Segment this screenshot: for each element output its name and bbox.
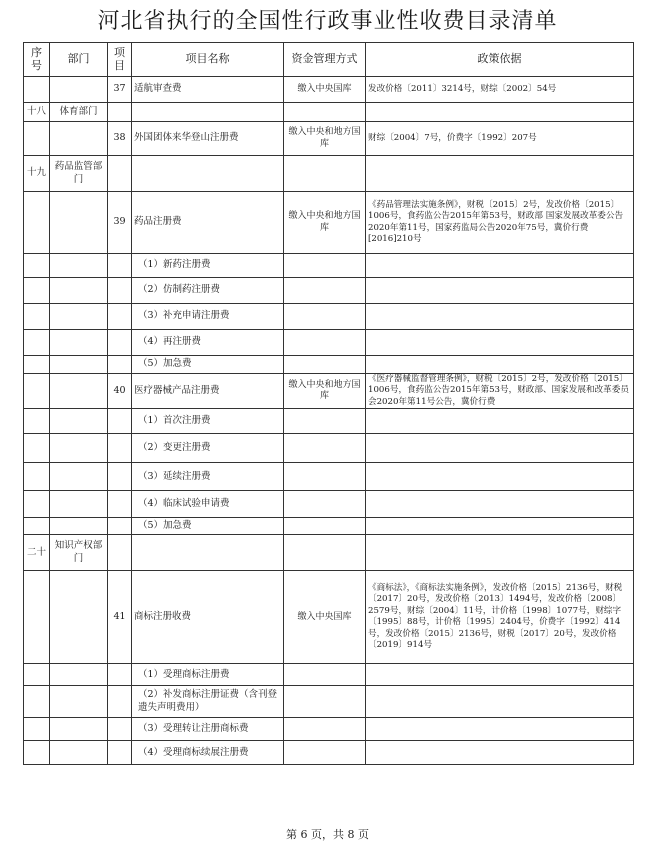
table-row: [24, 409, 634, 434]
row-department: [50, 278, 108, 304]
row-fund-management: [284, 741, 366, 765]
row-item-number: [108, 463, 132, 491]
row-policy-basis: [366, 686, 634, 718]
row-fund-management: [284, 518, 366, 535]
row-item-name: （5）加急费: [132, 518, 284, 535]
row-item-number: 38: [108, 122, 132, 156]
row-item-number: 40: [108, 374, 132, 409]
row-fund-management: 缴入中央和地方国库: [284, 374, 366, 409]
row-department: 体育部门: [50, 103, 108, 122]
row-item-name: （3）延续注册费: [132, 463, 284, 491]
row-item-name: （4）受理商标续展注册费: [132, 741, 284, 765]
row-item-number: [108, 254, 132, 278]
row-fund-management: [284, 535, 366, 571]
row-index: [24, 374, 50, 409]
row-policy-basis: [366, 278, 634, 304]
table-row: [24, 535, 634, 571]
row-item-number: [108, 535, 132, 571]
row-department: [50, 741, 108, 765]
row-item-name: （4）再注册费: [132, 330, 284, 356]
table-row: [24, 192, 634, 254]
row-item-number: [108, 491, 132, 518]
header-index: 序号: [24, 43, 50, 77]
row-fund-management: [284, 304, 366, 330]
row-department: [50, 491, 108, 518]
table-row: [24, 278, 634, 304]
row-item-name: （1）受理商标注册费: [132, 664, 284, 686]
row-fund-management: [284, 103, 366, 122]
row-department: [50, 718, 108, 741]
row-item-name: 医疗器械产品注册费: [132, 374, 284, 409]
row-policy-basis: [366, 463, 634, 491]
row-index: [24, 192, 50, 254]
row-department: [50, 330, 108, 356]
row-index: [24, 463, 50, 491]
row-policy-basis: [366, 434, 634, 463]
row-index: [24, 718, 50, 741]
row-item-number: [108, 103, 132, 122]
table-header-row: [24, 43, 634, 77]
row-policy-basis: [366, 718, 634, 741]
row-item-number: 37: [108, 77, 132, 103]
row-index: 十八: [24, 103, 50, 122]
row-item-name: 适航审查费: [132, 77, 284, 103]
row-item-number: [108, 356, 132, 374]
table-row: [24, 434, 634, 463]
row-index: [24, 434, 50, 463]
row-policy-basis: 财综〔2004〕7号，价费字〔1992〕207号: [366, 122, 634, 156]
row-item-number: 41: [108, 571, 132, 664]
row-index: [24, 304, 50, 330]
header-item-name: 项目名称: [132, 43, 284, 77]
table-row: [24, 77, 634, 103]
row-index: [24, 664, 50, 686]
row-item-number: [108, 278, 132, 304]
table-row: [24, 374, 634, 409]
row-fund-management: [284, 664, 366, 686]
row-item-name: （2）补发商标注册证费（含刊登遗失声明费用）: [132, 686, 284, 718]
row-fund-management: [284, 254, 366, 278]
row-department: 药品监管部门: [50, 156, 108, 192]
table-row: [24, 718, 634, 741]
row-fund-management: [284, 463, 366, 491]
row-index: [24, 741, 50, 765]
table-row: [24, 304, 634, 330]
row-item-number: 39: [108, 192, 132, 254]
row-policy-basis: [366, 254, 634, 278]
row-fund-management: [284, 434, 366, 463]
row-item-name: （1）新药注册费: [132, 254, 284, 278]
row-item-number: [108, 409, 132, 434]
row-fund-management: [284, 330, 366, 356]
table-row: [24, 491, 634, 518]
row-policy-basis: [366, 330, 634, 356]
row-item-name: 商标注册收费: [132, 571, 284, 664]
row-policy-basis: [366, 518, 634, 535]
row-item-name: （3）补充申请注册费: [132, 304, 284, 330]
row-department: [50, 374, 108, 409]
row-index: [24, 686, 50, 718]
row-policy-basis: [366, 156, 634, 192]
row-fund-management: [284, 278, 366, 304]
row-fund-management: 缴入中央国库: [284, 571, 366, 664]
header-fund-management: 资金管理方式: [284, 43, 366, 77]
page-number: 第 6 页，共 8 页: [286, 828, 369, 841]
header-department: 部门: [50, 43, 108, 77]
row-item-name: （3）受理转让注册商标费: [132, 718, 284, 741]
row-policy-basis: 《医疗器械监督管理条例》，财税〔2015〕2号，发改价格〔2015〕1006号，食药监公告2015年第53号，财政部、国家发展和改革委员会2020年第11号公告，冀价行费: [366, 374, 634, 409]
page-title: 河北省执行的全国性行政事业性收费目录清单: [97, 9, 558, 34]
row-fund-management: [284, 686, 366, 718]
row-fund-management: [284, 718, 366, 741]
row-item-name: （5）加急费: [132, 356, 284, 374]
row-item-number: [108, 304, 132, 330]
row-item-name: （2）仿制药注册费: [132, 278, 284, 304]
row-department: 知识产权部门: [50, 535, 108, 571]
row-department: [50, 434, 108, 463]
row-item-name: [132, 535, 284, 571]
row-department: [50, 304, 108, 330]
row-index: 二十: [24, 535, 50, 571]
row-fund-management: 缴入中央和地方国库: [284, 122, 366, 156]
table-row: [24, 463, 634, 491]
row-department: [50, 192, 108, 254]
fee-table: [23, 42, 634, 765]
table-row: [24, 330, 634, 356]
row-index: [24, 330, 50, 356]
row-index: [24, 278, 50, 304]
row-policy-basis: 《药品管理法实施条例》，财税〔2015〕2号，发改价格〔2015〕1006号，食药监公告2015年第53号，财政部 国家发展改革委公告2020年第11号，国家药监局公告2020年75号，冀价行费[2016]210号: [366, 192, 634, 254]
row-item-number: [108, 434, 132, 463]
table-row: [24, 518, 634, 535]
row-department: [50, 518, 108, 535]
row-policy-basis: [366, 741, 634, 765]
table-row: [24, 664, 634, 686]
row-item-number: [108, 686, 132, 718]
row-policy-basis: [366, 535, 634, 571]
row-department: [50, 409, 108, 434]
row-item-number: [108, 718, 132, 741]
row-item-name: （4）临床试验申请费: [132, 491, 284, 518]
row-fund-management: [284, 409, 366, 434]
row-item-name: [132, 156, 284, 192]
table-row: [24, 741, 634, 765]
header-item: 项目: [108, 43, 132, 77]
row-index: [24, 571, 50, 664]
row-index: [24, 518, 50, 535]
row-index: [24, 409, 50, 434]
table-row: [24, 122, 634, 156]
row-item-name: 药品注册费: [132, 192, 284, 254]
row-item-name: （1）首次注册费: [132, 409, 284, 434]
row-department: [50, 122, 108, 156]
row-department: [50, 254, 108, 278]
row-department: [50, 664, 108, 686]
row-policy-basis: [366, 409, 634, 434]
row-fund-management: [284, 491, 366, 518]
row-department: [50, 686, 108, 718]
row-fund-management: 缴入中央国库: [284, 77, 366, 103]
table-row: [24, 254, 634, 278]
table-row: [24, 156, 634, 192]
row-item-name: [132, 103, 284, 122]
table-row: [24, 686, 634, 718]
row-item-number: [108, 518, 132, 535]
row-policy-basis: [366, 304, 634, 330]
row-index: [24, 491, 50, 518]
header-policy-basis: 政策依据: [366, 43, 634, 77]
table-row: [24, 103, 634, 122]
row-item-number: [108, 330, 132, 356]
row-item-name: （2）变更注册费: [132, 434, 284, 463]
row-department: [50, 77, 108, 103]
row-index: [24, 356, 50, 374]
row-policy-basis: [366, 664, 634, 686]
row-item-number: [108, 741, 132, 765]
row-policy-basis: [366, 103, 634, 122]
row-item-name: 外国团体来华登山注册费: [132, 122, 284, 156]
row-department: [50, 356, 108, 374]
row-index: [24, 254, 50, 278]
row-item-number: [108, 664, 132, 686]
row-policy-basis: 《商标法》，《商标法实施条例》，发改价格〔2015〕2136号，财税〔2017〕20号，发改价格〔2013〕1494号，发改价格〔2008〕2579号，财综〔2004〕11号，计价格〔1998〕1077号，财综字〔1995〕88号，计价格〔1995〕2404号，价费字〔1992〕414号，发改价格〔2015〕2136号，财税〔2017〕20号，发改价格〔2019〕914号: [366, 571, 634, 664]
row-fund-management: [284, 356, 366, 374]
row-item-number: [108, 156, 132, 192]
row-fund-management: 缴入中央和地方国库: [284, 192, 366, 254]
row-index: [24, 77, 50, 103]
row-policy-basis: [366, 491, 634, 518]
row-fund-management: [284, 156, 366, 192]
row-department: [50, 463, 108, 491]
row-index: [24, 122, 50, 156]
row-department: [50, 571, 108, 664]
row-index: 十九: [24, 156, 50, 192]
table-row: [24, 356, 634, 374]
table-row: [24, 571, 634, 664]
row-policy-basis: [366, 356, 634, 374]
row-policy-basis: 发改价格〔2011〕3214号，财综〔2002〕54号: [366, 77, 634, 103]
